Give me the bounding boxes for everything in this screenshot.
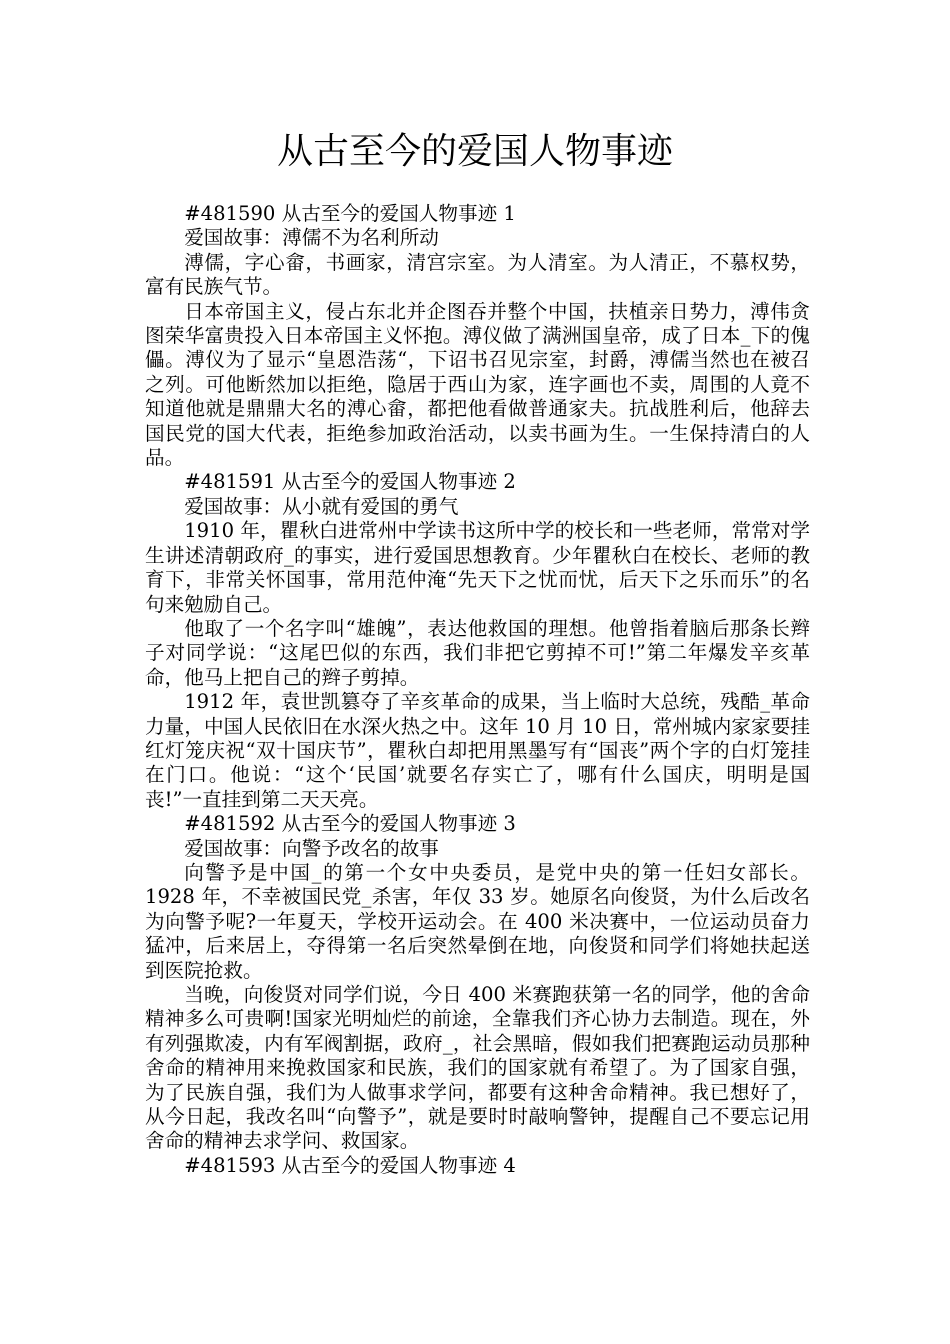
document-body: [145, 202, 810, 1178]
paragraph: 当晚，向俊贤对同学们说，今日 400 米赛跑获第一名的同学，他的舍命精神多么可贵啊!国家光明灿烂的前途，全靠我们齐心协力去制造。现在，外有列强欺凌，内有军阀割据，政府_，社会黑暗，假如我们把赛跑运动员那种舍命的精神用来挽救国家和民族，我们的国家就有希望了。为了国家自强，为了民族自强，我们为人做事求学问，都要有这种舍命精神。我已想好了，从今日起，我改名叫“向警予”，就是要时时敲响警钟，提醒自己不要忘记用舍命的精神去求学问、救国家。: [145, 983, 810, 1153]
paragraph: 1912 年，袁世凯篡夺了辛亥革命的成果，当上临时大总统，残酷_革命力量，中国人民依旧在水深火热之中。这年 10 月 10 日，常州城内家家要挂红灯笼庆祝“双十国庆节”，瞿秋白却把用黑墨写有“国丧”两个字的白灯笼挂在门口。他说：“这个‘民国’就要名存实亡了，哪有什么国庆，明明是国丧!”一直挂到第二天天亮。: [145, 690, 810, 811]
document-title: 从古至今的爱国人物事迹: [276, 131, 673, 172]
paragraph: 溥儒，字心畲，书画家，清宫宗室。为人清室。为人清正，不慕权势，富有民族气节。: [145, 250, 810, 299]
paragraph: 他取了一个名字叫“雄魄”，表达他救国的理想。他曾指着脑后那条长辫子对同学说：“这尾巴似的东西，我们非把它剪掉不可!”第二年爆发辛亥革命，他马上把自己的辫子剪掉。: [145, 616, 810, 689]
story-title-1: 爱国故事：溥儒不为名利所动: [184, 226, 439, 250]
paragraph: 日本帝国主义，侵占东北并企图吞并整个中国，扶植亲日势力，溥伟贪图荣华富贵投入日本帝国主义怀抱。溥仪做了满洲国皇帝，成了日本_下的傀儡。溥仪为了显示“皇恩浩荡“，下诏书召见宗室，封爵，溥儒当然也在被召之列。可他断然加以拒绝，隐居于西山为家，连字画也不卖，周围的人竟不知道他就是鼎鼎大名的溥心畲，都把他看做普通家夫。抗战胜利后，他辞去国民党的国大代表，拒绝参加政治活动，以卖书画为生。一生保持清白的人品。: [145, 299, 810, 470]
section-heading-3: #481592 从古至今的爱国人物事迹 3: [184, 812, 516, 836]
paragraph: 1910 年，瞿秋白进常州中学读书这所中学的校长和一些老师，常常对学生讲述清朝政府_的事实，进行爱国思想教育。少年瞿秋白在校长、老师的教育下，非常关怀国事，常用范仲淹“先天下之忧而忧，后天下之乐而乐”的名句来勉励自己。: [145, 519, 810, 616]
section-heading-1: #481590 从古至今的爱国人物事迹 1: [184, 202, 516, 225]
section-heading-4: #481593 从古至今的爱国人物事迹 4: [184, 1153, 516, 1177]
section-heading-2: #481591 从古至今的爱国人物事迹 2: [184, 470, 516, 494]
story-title-2: 爱国故事：从小就有爱国的勇气: [184, 494, 459, 518]
paragraph: 向警予是中国_的第一个女中央委员，是党中央的第一任妇女部长。1928 年，不幸被国民党_杀害，年仅 33 岁。她原名向俊贤，为什么后改名为向警予呢?一年夏天，学校开运动会。在 400 米决赛中，一位运动员奋力猛冲，后来居上，夺得第一名后突然晕倒在地，向俊贤和同学们将她扶起送到医院抢救。: [145, 860, 810, 982]
story-title-3: 爱国故事：向警予改名的故事: [184, 836, 439, 860]
